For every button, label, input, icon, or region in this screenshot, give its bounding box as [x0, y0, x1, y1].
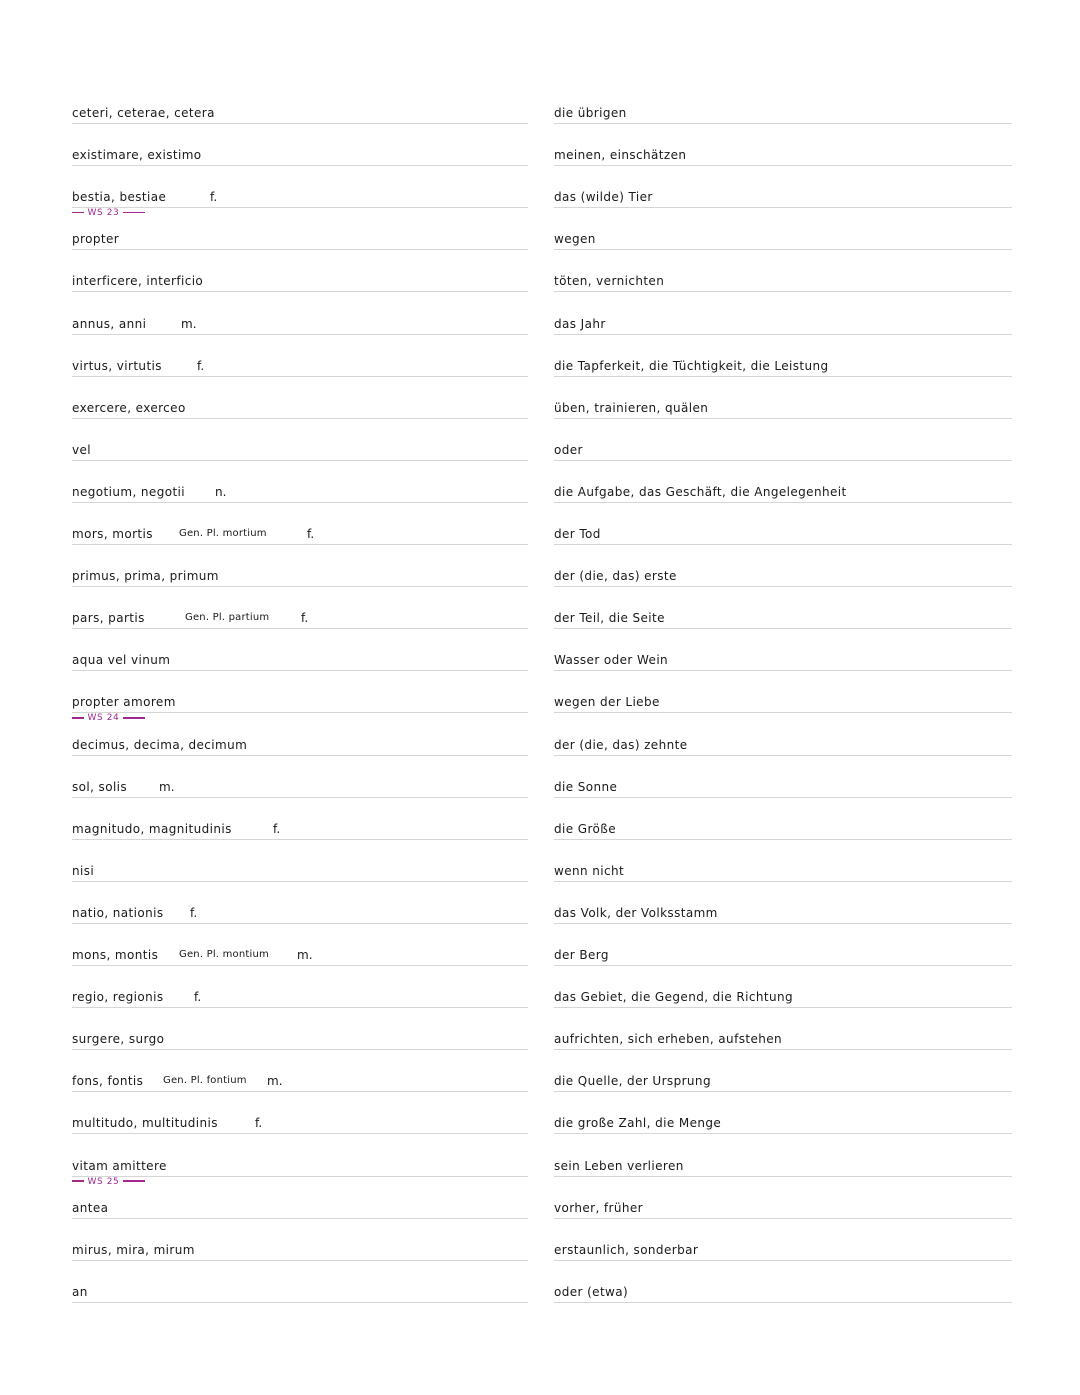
ruled-line [72, 418, 528, 419]
german-entry [554, 391, 1012, 421]
german-translation: die übrigen [554, 106, 631, 120]
german-entry [554, 559, 1012, 589]
ruled-line [554, 1049, 1012, 1050]
ruled-line [72, 1218, 528, 1219]
german-translation: die Tapferkeit, die Tüchtigkeit, die Leistung [554, 359, 833, 373]
latin-word: virtus, virtutis [72, 359, 166, 373]
german-entry [554, 96, 1012, 126]
ruled-line [72, 123, 528, 124]
ruled-line [554, 249, 1012, 250]
latin-word: fons, fontis [72, 1074, 147, 1088]
latin-word: decimus, decima, decimum [72, 738, 251, 752]
vocab-row [0, 1022, 1080, 1052]
vocab-row [0, 1233, 1080, 1263]
latin-word: multitudo, multitudinis [72, 1116, 222, 1130]
latin-entry [72, 728, 528, 758]
gender-marker: m. [264, 1074, 286, 1088]
german-entry [554, 433, 1012, 463]
german-translation: meinen, einschätzen [554, 148, 690, 162]
section-marker [72, 1177, 145, 1187]
german-translation: wenn nicht [554, 864, 628, 878]
latin-entry [72, 601, 528, 631]
german-entry [554, 1233, 1012, 1263]
latin-entry [72, 938, 528, 968]
ruled-line [554, 123, 1012, 124]
latin-word: magnitudo, magnitudinis [72, 822, 236, 836]
vocab-row [0, 896, 1080, 926]
vocab-row [0, 601, 1080, 631]
latin-word: negotium, negotii [72, 485, 189, 499]
german-translation: üben, trainieren, quälen [554, 401, 712, 415]
ruled-line [72, 670, 528, 671]
latin-word: sol, solis [72, 780, 131, 794]
gender-marker: f. [270, 822, 283, 836]
latin-word: pars, partis [72, 611, 149, 625]
latin-word: antea [72, 1201, 112, 1215]
genitive-plural: Gen. Pl. montium [176, 949, 272, 961]
ruled-line [554, 207, 1012, 208]
latin-entry [72, 1064, 528, 1094]
latin-entry [72, 1275, 528, 1305]
german-entry [554, 307, 1012, 337]
ruled-line [554, 1260, 1012, 1261]
latin-word: ceteri, ceterae, cetera [72, 106, 219, 120]
vocab-row [0, 96, 1080, 126]
section-marker [72, 713, 145, 723]
ruled-line [72, 165, 528, 166]
section-label: WS 23 [84, 208, 123, 219]
german-entry [554, 1106, 1012, 1136]
latin-word: natio, nationis [72, 906, 168, 920]
section-marker [72, 208, 145, 218]
german-entry [554, 517, 1012, 547]
latin-word: existimare, existimo [72, 148, 206, 162]
german-entry [554, 643, 1012, 673]
german-translation: oder (etwa) [554, 1285, 632, 1299]
genitive-plural: Gen. Pl. partium [182, 612, 272, 624]
latin-entry [72, 1149, 528, 1187]
gender-marker: f. [304, 527, 317, 541]
german-translation: die Quelle, der Ursprung [554, 1074, 715, 1088]
latin-entry [72, 896, 528, 926]
latin-word: mons, montis [72, 948, 162, 962]
ruled-line [72, 1133, 528, 1134]
ruled-line [554, 291, 1012, 292]
latin-entry [72, 391, 528, 421]
vocab-row [0, 559, 1080, 589]
ruled-line [72, 1007, 528, 1008]
latin-word: mirus, mira, mirum [72, 1243, 199, 1257]
latin-entry [72, 1191, 528, 1221]
ruled-line [554, 418, 1012, 419]
german-entry [554, 138, 1012, 168]
ruled-line [554, 376, 1012, 377]
latin-word: aqua vel vinum [72, 653, 174, 667]
ruled-line [554, 965, 1012, 966]
latin-entry [72, 685, 528, 724]
ruled-line [554, 797, 1012, 798]
german-entry [554, 896, 1012, 926]
ruled-line [72, 628, 528, 629]
latin-word: vel [72, 443, 95, 457]
vocab-row [0, 1149, 1080, 1187]
german-translation: Wasser oder Wein [554, 653, 672, 667]
latin-entry [72, 980, 528, 1010]
ruled-line [554, 712, 1012, 713]
latin-entry [72, 96, 528, 126]
ruled-line [72, 291, 528, 292]
ruled-line [554, 1176, 1012, 1177]
german-entry [554, 980, 1012, 1010]
german-translation: sein Leben verlieren [554, 1159, 688, 1173]
ruled-line [72, 923, 528, 924]
german-entry [554, 812, 1012, 842]
german-translation: die Aufgabe, das Geschäft, die Angelegenheit [554, 485, 851, 499]
latin-word: vitam amittere [72, 1159, 171, 1173]
ruled-line [554, 1133, 1012, 1134]
vocab-row [0, 180, 1080, 219]
latin-entry [72, 812, 528, 842]
vocab-row [0, 1106, 1080, 1136]
vocab-row [0, 433, 1080, 463]
latin-entry [72, 559, 528, 589]
vocab-row [0, 222, 1080, 252]
ruled-line [554, 628, 1012, 629]
ruled-line [554, 334, 1012, 335]
latin-entry [72, 517, 528, 547]
german-translation: der Teil, die Seite [554, 611, 669, 625]
vocab-row [0, 349, 1080, 379]
german-entry [554, 728, 1012, 758]
vocab-row [0, 770, 1080, 800]
german-entry [554, 222, 1012, 252]
ruled-line [72, 881, 528, 882]
ruled-line [554, 1007, 1012, 1008]
latin-entry [72, 1233, 528, 1263]
gender-marker: f. [298, 611, 311, 625]
genitive-plural: Gen. Pl. mortium [176, 528, 270, 540]
latin-word: interficere, interficio [72, 274, 207, 288]
latin-entry [72, 307, 528, 337]
german-entry [554, 854, 1012, 884]
ruled-line [72, 334, 528, 335]
section-label: WS 25 [84, 1176, 123, 1187]
vocab-row [0, 517, 1080, 547]
german-entry [554, 685, 1012, 715]
gender-marker: f. [252, 1116, 265, 1130]
vocab-row [0, 1275, 1080, 1305]
german-translation: das Volk, der Volksstamm [554, 906, 722, 920]
ruled-line [72, 502, 528, 503]
german-entry [554, 601, 1012, 631]
german-translation: töten, vernichten [554, 274, 668, 288]
gender-marker: f. [187, 906, 200, 920]
ruled-line [72, 460, 528, 461]
ruled-line [554, 544, 1012, 545]
ruled-line [72, 755, 528, 756]
ruled-line [554, 923, 1012, 924]
ruled-line [72, 1260, 528, 1261]
ruled-line [72, 249, 528, 250]
german-entry [554, 1191, 1012, 1221]
latin-word: primus, prima, primum [72, 569, 223, 583]
latin-entry [72, 138, 528, 168]
ruled-line [72, 1049, 528, 1050]
latin-word: annus, anni [72, 317, 150, 331]
vocab-row [0, 1191, 1080, 1221]
latin-word: an [72, 1285, 92, 1299]
german-translation: wegen der Liebe [554, 695, 664, 709]
gender-marker: f. [207, 190, 220, 204]
vocab-row [0, 728, 1080, 758]
latin-entry [72, 643, 528, 673]
german-translation: der Tod [554, 527, 605, 541]
ruled-line [554, 1302, 1012, 1303]
vocab-row [0, 475, 1080, 505]
ruled-line [72, 839, 528, 840]
ruled-line [72, 544, 528, 545]
gender-marker: n. [212, 485, 229, 499]
latin-entry [72, 1106, 528, 1136]
vocab-row [0, 980, 1080, 1010]
german-translation: der (die, das) zehnte [554, 738, 692, 752]
latin-word: propter amorem [72, 695, 180, 709]
latin-word: mors, mortis [72, 527, 157, 541]
ruled-line [72, 376, 528, 377]
latin-entry [72, 1022, 528, 1052]
german-translation: die Sonne [554, 780, 621, 794]
gender-marker: m. [156, 780, 178, 794]
latin-entry [72, 854, 528, 884]
ruled-line [554, 1091, 1012, 1092]
ruled-line [554, 881, 1012, 882]
vocab-row [0, 643, 1080, 673]
latin-entry [72, 475, 528, 505]
german-entry [554, 1064, 1012, 1094]
latin-word: exercere, exerceo [72, 401, 190, 415]
ruled-line [554, 502, 1012, 503]
german-translation: das Gebiet, die Gegend, die Richtung [554, 990, 797, 1004]
german-entry [554, 475, 1012, 505]
german-translation: der Berg [554, 948, 613, 962]
latin-word: bestia, bestiae [72, 190, 170, 204]
vocab-row [0, 1064, 1080, 1094]
gender-marker: m. [294, 948, 316, 962]
german-entry [554, 1149, 1012, 1179]
german-translation: das (wilde) Tier [554, 190, 657, 204]
vocab-row [0, 854, 1080, 884]
german-entry [554, 264, 1012, 294]
ruled-line [554, 755, 1012, 756]
vocab-row [0, 938, 1080, 968]
german-translation: vorher, früher [554, 1201, 647, 1215]
latin-entry [72, 770, 528, 800]
latin-word: surgere, surgo [72, 1032, 168, 1046]
latin-entry [72, 180, 528, 219]
ruled-line [72, 1302, 528, 1303]
german-translation: aufrichten, sich erheben, aufstehen [554, 1032, 786, 1046]
ruled-line [72, 1091, 528, 1092]
german-entry [554, 770, 1012, 800]
ruled-line [72, 797, 528, 798]
latin-word: regio, regionis [72, 990, 168, 1004]
ruled-line [554, 586, 1012, 587]
ruled-line [72, 586, 528, 587]
vocab-row [0, 812, 1080, 842]
vocab-row [0, 307, 1080, 337]
ruled-line [554, 839, 1012, 840]
german-translation: erstaunlich, sonderbar [554, 1243, 702, 1257]
vocab-row [0, 391, 1080, 421]
vocab-row [0, 264, 1080, 294]
latin-word: propter [72, 232, 123, 246]
latin-entry [72, 264, 528, 294]
german-entry [554, 938, 1012, 968]
german-translation: das Jahr [554, 317, 610, 331]
genitive-plural: Gen. Pl. fontium [160, 1075, 250, 1087]
latin-entry [72, 433, 528, 463]
gender-marker: m. [178, 317, 200, 331]
latin-entry [72, 222, 528, 252]
german-translation: der (die, das) erste [554, 569, 681, 583]
german-entry [554, 1275, 1012, 1305]
gender-marker: f. [191, 990, 204, 1004]
section-label: WS 24 [84, 713, 123, 724]
ruled-line [554, 670, 1012, 671]
ruled-line [72, 965, 528, 966]
vocab-row [0, 138, 1080, 168]
german-translation: die große Zahl, die Menge [554, 1116, 725, 1130]
german-translation: oder [554, 443, 587, 457]
latin-entry [72, 349, 528, 379]
ruled-line [554, 165, 1012, 166]
vocab-row [0, 685, 1080, 724]
gender-marker: f. [194, 359, 207, 373]
ruled-line [554, 460, 1012, 461]
german-translation: die Größe [554, 822, 620, 836]
german-entry [554, 180, 1012, 210]
latin-word: nisi [72, 864, 98, 878]
german-entry [554, 1022, 1012, 1052]
german-entry [554, 349, 1012, 379]
german-translation: wegen [554, 232, 600, 246]
ruled-line [554, 1218, 1012, 1219]
